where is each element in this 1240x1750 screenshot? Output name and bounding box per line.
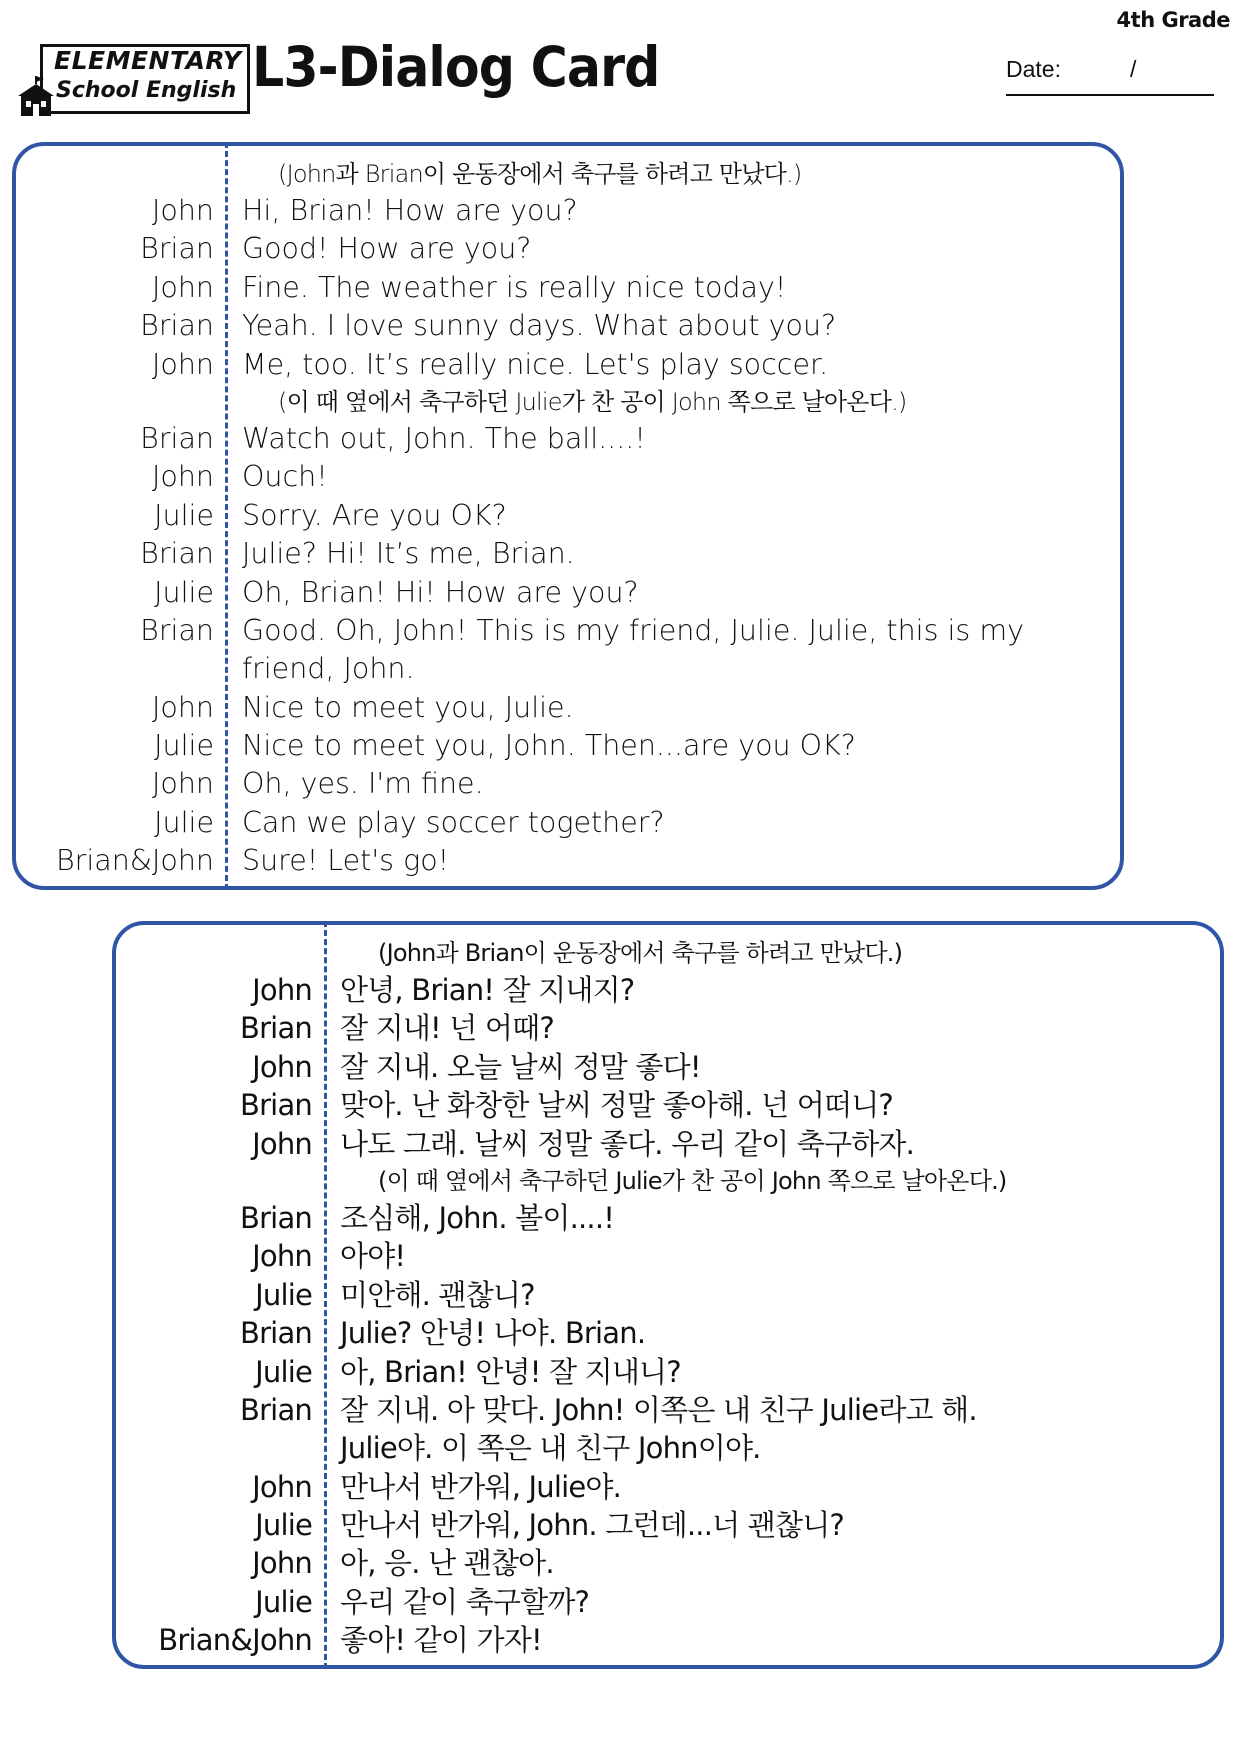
speaker-name: Julie [154,575,214,609]
speaker-name: Julie [154,729,214,763]
stage-direction-text: (이 때 옆에서 축구하던 Julie가 찬 공이 John 쪽으로 날아온다.) [278,387,907,416]
dialog-text: Oh, Brian! Hi! How are you? [242,575,639,609]
speaker-name: Julie [154,498,214,532]
stage-direction [16,384,1120,420]
stage-direction-text: (John과 Brian이 운동장에서 축구를 하려고 만났다.) [378,939,903,967]
dialog-text: Julie? Hi! It’s me, Brian. [242,537,575,571]
speaker-name: John [252,1126,312,1161]
dialog-text: 잘 지내. 오늘 날씨 정말 좋다! [340,1049,701,1084]
stage-direction [116,935,1220,971]
dialog-text: 아, 응. 난 괜찮아. [340,1546,554,1581]
dialog-text: 잘 지내! 넌 어때? [340,1011,554,1046]
dialog-text: 나도 그래. 날씨 정말 좋다. 우리 같이 축구하자. [340,1126,915,1161]
dialog-line [116,1468,1220,1506]
dialog-text: 만나서 반가워, John. 그런데...너 괜찮니? [340,1508,844,1543]
speaker-name: Brian [239,1011,312,1046]
speaker-name: John [252,1049,312,1084]
dialog-text: 미안해. 괜찮니? [340,1277,535,1312]
logo-line-2: School English [56,78,237,103]
dialog-text: Julie야. 이 쪽은 내 친구 John이야. [340,1431,761,1466]
speaker-name: Brian [239,1088,312,1123]
dialog-text: Good! How are you? [242,232,532,266]
english-dialog-lines [16,156,1120,881]
dialog-line [16,230,1120,268]
english-dialog-card [12,142,1124,890]
dialog-line [16,535,1120,573]
speaker-name: Julie [255,1354,312,1389]
school-building-icon [14,74,58,118]
dialog-text: 아야! [340,1239,406,1274]
speaker-name: John [252,1546,312,1581]
dialog-text: Watch out, John. The ball....! [242,421,646,455]
dialog-line [116,1237,1220,1275]
dialog-line [16,192,1120,230]
dialog-line [116,1199,1220,1237]
dialog-line [16,842,1120,880]
dialog-text: Julie? 안녕! 나야. Brian. [340,1316,646,1351]
speaker-name: Julie [255,1277,312,1312]
dialog-line [116,1506,1220,1544]
logo-line-1: ELEMENTARY [54,46,242,75]
speaker-name: John [152,767,214,801]
dialog-line [16,269,1120,307]
date-field [1006,52,1214,96]
dialog-text: 안녕, Brian! 잘 지내지? [340,973,635,1007]
speaker-name: John [152,347,214,381]
speaker-name: John [152,460,214,494]
date-separator: / [1130,56,1137,82]
dialog-line [16,497,1120,535]
speaker-name: John [252,973,312,1007]
korean-dialog-card [112,921,1224,1669]
dialog-text: 맞아. 난 화창한 날씨 정말 좋아해. 넌 어떠니? [340,1088,893,1123]
dialog-line [16,420,1120,458]
speaker-name: Brian [140,613,214,647]
speaker-name: Brian [239,1200,312,1235]
stage-direction-text: (John과 Brian이 운동장에서 축구를 하려고 만났다.) [278,160,802,188]
dialog-text: Fine. The weather is really nice today! [242,270,787,304]
dialog-line [116,1009,1220,1047]
speaker-name: John [152,194,214,227]
dialog-line [16,765,1120,803]
dialog-text: Ouch! [242,460,328,494]
speaker-name: John [252,1469,312,1504]
page-title: L3-Dialog Card [252,35,660,99]
dialog-text: 조심해, John. 볼이....! [340,1200,615,1235]
dialog-text: 우리 같이 축구할까? [340,1584,590,1619]
speaker-name: Julie [154,805,214,839]
dialog-text: friend, John. [242,652,415,686]
dialog-text: Sorry. Are you OK? [242,498,507,532]
speaker-name: Brian [140,537,214,571]
speaker-name: Julie [255,1508,312,1543]
dialog-line [16,574,1120,612]
dialog-line [116,1125,1220,1163]
stage-direction [16,156,1120,192]
dialog-line [16,612,1120,650]
dialog-line [116,1086,1220,1124]
speaker-name: Brian&John [158,1623,312,1658]
speaker-name: John [152,270,214,304]
grade-label: 4th Grade [1116,8,1230,32]
speaker-name: Brian [140,421,214,455]
dialog-text: 만나서 반가워, Julie야. [340,1469,622,1504]
dialog-text: Hi, Brian! How are you? [242,194,578,227]
dialog-line [116,1314,1220,1352]
dialog-text: Good. Oh, John! This is my friend, Julie. Julie, this is my [242,613,1024,647]
dialog-text: Sure! Let's go! [242,844,450,878]
korean-dialog-lines [116,935,1220,1660]
dialog-line [116,1353,1220,1391]
speaker-name: Brian [140,309,214,343]
stage-direction-text: (이 때 옆에서 축구하던 Julie가 찬 공이 John 쪽으로 날아온다.) [378,1166,1007,1195]
dialog-text: Me, too. It’s really nice. Let's play soccer. [242,347,829,381]
dialog-line [16,804,1120,842]
dialog-line [116,1391,1220,1429]
speaker-name: Brian [239,1316,312,1351]
dialog-text: Nice to meet you, John. Then...are you OK? [242,729,856,763]
dialog-line [116,971,1220,1009]
speaker-name: Julie [255,1584,312,1619]
speaker-name: Brian [140,232,214,266]
speaker-name: John [252,1239,312,1274]
dialog-line [116,1276,1220,1314]
dialog-line [116,1583,1220,1621]
dialog-line [16,458,1120,496]
speaker-name: Brian&John [55,844,214,878]
dialog-line [16,727,1120,765]
dialog-line [116,1048,1220,1086]
dialog-text: Can we play soccer together? [242,805,665,839]
dialog-text: 아, Brian! 안녕! 잘 지내니? [340,1354,681,1389]
dialog-line [16,689,1120,727]
dialog-text: Oh, yes. I'm fine. [242,767,484,801]
dialog-line [116,1429,1220,1467]
dialog-text: 좋아! 같이 가자! [340,1623,542,1658]
speaker-name: John [152,690,214,724]
dialog-line [16,307,1120,345]
speaker-name: Brian [239,1392,312,1427]
date-label: Date: [1006,56,1061,82]
dialog-text: 잘 지내. 아 맞다. John! 이쪽은 내 친구 Julie라고 해. [340,1392,977,1427]
dialog-line [116,1621,1220,1659]
elementary-school-english-logo [14,40,246,114]
stage-direction [116,1163,1220,1199]
dialog-text: Yeah. I love sunny days. What about you? [242,309,837,343]
dialog-line [16,346,1120,384]
dialog-line [116,1544,1220,1582]
dialog-line [16,650,1120,688]
dialog-text: Nice to meet you, Julie. [242,690,574,724]
